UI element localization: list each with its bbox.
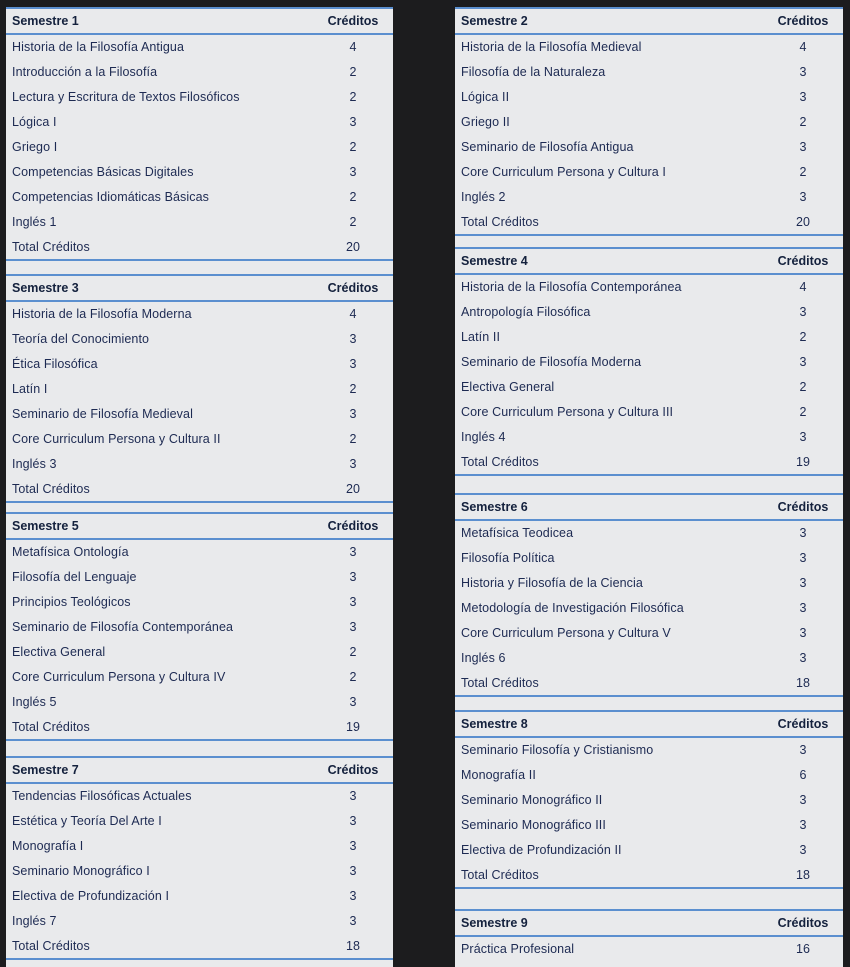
course-name: Inglés 5 bbox=[12, 694, 57, 709]
semester-block bbox=[455, 247, 843, 476]
course-credits: 3 bbox=[349, 814, 357, 829]
course-row bbox=[455, 325, 843, 350]
course-name: Inglés 1 bbox=[12, 214, 57, 229]
course-credits: 2 bbox=[799, 164, 807, 179]
semester-header bbox=[455, 493, 843, 521]
course-row bbox=[455, 571, 843, 596]
course-row bbox=[455, 184, 843, 209]
course-row bbox=[455, 937, 843, 962]
course-row bbox=[455, 375, 843, 400]
course-name: Metafísica Ontología bbox=[12, 545, 129, 560]
course-name: Introducción a la Filosofía bbox=[12, 65, 158, 80]
course-row bbox=[455, 546, 843, 571]
total-credits: 19 bbox=[345, 719, 361, 734]
course-credits: 6 bbox=[799, 768, 807, 783]
semester-block bbox=[455, 909, 843, 962]
credits-header: Créditos bbox=[777, 14, 829, 28]
right-column bbox=[455, 7, 843, 967]
semester-block bbox=[455, 710, 843, 889]
course-name: Filosofía Política bbox=[461, 551, 555, 566]
total-row bbox=[455, 670, 843, 697]
semester-title: Semestre 9 bbox=[461, 916, 528, 930]
course-credits: 3 bbox=[349, 357, 357, 372]
course-row bbox=[455, 621, 843, 646]
course-row bbox=[6, 110, 393, 135]
course-name: Griego II bbox=[461, 115, 510, 130]
semester-block bbox=[455, 493, 843, 697]
semester-header bbox=[455, 909, 843, 937]
course-credits: 2 bbox=[349, 669, 357, 684]
course-credits: 3 bbox=[799, 65, 807, 80]
course-credits: 16 bbox=[795, 942, 811, 957]
course-name: Seminario de Filosofía Medieval bbox=[12, 407, 193, 421]
total-credits: 19 bbox=[795, 454, 811, 469]
course-name: Electiva General bbox=[12, 645, 106, 659]
course-row bbox=[6, 85, 393, 110]
course-credits: 3 bbox=[349, 789, 357, 804]
course-name: Seminario de Filosofía Antigua bbox=[461, 140, 634, 154]
course-row bbox=[455, 399, 843, 424]
course-name: Teoría del Conocimiento bbox=[12, 332, 150, 347]
course-name: Lógica I bbox=[12, 115, 57, 130]
course-row bbox=[455, 85, 843, 110]
course-credits: 3 bbox=[799, 743, 807, 758]
course-name: Inglés 4 bbox=[461, 429, 506, 444]
course-name: Electiva General bbox=[461, 380, 555, 394]
course-name: Filosofía del Lenguaje bbox=[12, 570, 137, 585]
course-credits: 3 bbox=[799, 650, 807, 665]
course-credits: 3 bbox=[799, 355, 807, 370]
course-credits: 3 bbox=[799, 526, 807, 541]
course-credits: 2 bbox=[349, 189, 357, 204]
course-credits: 2 bbox=[349, 65, 357, 80]
total-label: Total Créditos bbox=[461, 867, 539, 882]
course-name: Seminario Monográfico I bbox=[12, 864, 150, 879]
course-credits: 3 bbox=[799, 140, 807, 154]
course-name: Core Curriculum Persona y Cultura IV bbox=[12, 669, 226, 684]
course-name: Seminario Monográfico III bbox=[461, 818, 606, 833]
course-credits: 2 bbox=[799, 404, 807, 419]
total-label: Total Créditos bbox=[461, 675, 539, 690]
course-name: Inglés 6 bbox=[461, 650, 506, 665]
semester-block bbox=[6, 512, 393, 741]
course-credits: 3 bbox=[349, 595, 357, 610]
course-row bbox=[455, 424, 843, 449]
course-row bbox=[455, 275, 843, 300]
credits-header: Créditos bbox=[327, 281, 379, 295]
course-row bbox=[6, 784, 393, 809]
semester-header bbox=[455, 7, 843, 35]
course-name: Filosofía de la Naturaleza bbox=[461, 65, 606, 80]
course-name: Práctica Profesional bbox=[461, 942, 575, 957]
course-name: Core Curriculum Persona y Cultura III bbox=[461, 404, 674, 419]
course-credits: 3 bbox=[349, 620, 357, 635]
course-credits: 2 bbox=[349, 382, 357, 397]
course-credits: 3 bbox=[349, 889, 357, 903]
total-label: Total Créditos bbox=[12, 481, 90, 496]
course-credits: 4 bbox=[349, 307, 357, 322]
course-credits: 3 bbox=[349, 839, 357, 854]
course-row bbox=[455, 350, 843, 375]
total-row bbox=[455, 862, 843, 889]
total-label: Total Créditos bbox=[12, 938, 90, 953]
course-credits: 4 bbox=[799, 40, 807, 55]
course-row bbox=[6, 302, 393, 327]
course-row bbox=[455, 35, 843, 60]
course-row bbox=[455, 813, 843, 838]
semester-header bbox=[6, 274, 393, 302]
course-name: Ética Filosófica bbox=[12, 357, 98, 372]
course-row bbox=[6, 159, 393, 184]
credits-header: Créditos bbox=[327, 763, 379, 777]
course-credits: 3 bbox=[799, 576, 807, 591]
course-credits: 2 bbox=[349, 431, 357, 446]
course-row bbox=[6, 402, 393, 427]
course-row bbox=[6, 590, 393, 615]
course-name: Metafísica Teodicea bbox=[461, 526, 574, 541]
course-row bbox=[455, 300, 843, 325]
semester-block bbox=[455, 7, 843, 236]
course-credits: 3 bbox=[349, 545, 357, 560]
course-name: Principios Teológicos bbox=[12, 595, 131, 610]
course-name: Monografía II bbox=[461, 768, 536, 783]
course-row bbox=[6, 640, 393, 665]
course-credits: 3 bbox=[799, 551, 807, 566]
semester-header bbox=[6, 7, 393, 35]
total-row bbox=[455, 209, 843, 236]
course-name: Estética y Teoría Del Arte I bbox=[12, 814, 162, 829]
semester-title: Semestre 4 bbox=[461, 254, 528, 268]
course-credits: 3 bbox=[349, 332, 357, 347]
semester-title: Semestre 3 bbox=[12, 281, 79, 295]
course-row bbox=[6, 35, 393, 60]
course-name: Core Curriculum Persona y Cultura II bbox=[12, 431, 221, 446]
credits-header: Créditos bbox=[777, 254, 829, 268]
course-name: Inglés 3 bbox=[12, 456, 57, 471]
course-credits: 3 bbox=[799, 843, 807, 857]
total-credits: 20 bbox=[345, 481, 361, 496]
semester-block bbox=[6, 274, 393, 503]
course-credits: 2 bbox=[799, 380, 807, 394]
course-row bbox=[6, 135, 393, 160]
course-row bbox=[455, 788, 843, 813]
semester-block bbox=[6, 7, 393, 261]
course-credits: 3 bbox=[799, 90, 807, 105]
course-credits: 2 bbox=[349, 90, 357, 105]
course-credits: 3 bbox=[799, 429, 807, 444]
course-name: Latín II bbox=[461, 330, 501, 345]
course-name: Seminario de Filosofía Contemporánea bbox=[12, 620, 234, 635]
semester-header bbox=[455, 247, 843, 275]
course-credits: 3 bbox=[799, 818, 807, 833]
semester-title: Semestre 7 bbox=[12, 763, 79, 777]
course-credits: 4 bbox=[799, 280, 807, 295]
course-credits: 4 bbox=[349, 40, 357, 55]
total-credits: 20 bbox=[795, 214, 811, 229]
course-name: Electiva de Profundización I bbox=[12, 889, 170, 903]
total-credits: 18 bbox=[795, 675, 811, 690]
semester-title: Semestre 5 bbox=[12, 519, 79, 533]
course-name: Historia de la Filosofía Moderna bbox=[12, 307, 192, 322]
course-row bbox=[6, 184, 393, 209]
course-name: Historia de la Filosofía Medieval bbox=[461, 40, 642, 55]
course-row bbox=[6, 426, 393, 451]
course-row bbox=[6, 209, 393, 234]
credits-header: Créditos bbox=[327, 519, 379, 533]
course-name: Seminario Filosofía y Cristianismo bbox=[461, 743, 654, 758]
course-row bbox=[6, 565, 393, 590]
course-credits: 2 bbox=[799, 330, 807, 345]
course-name: Lógica II bbox=[461, 90, 510, 105]
course-name: Seminario Monográfico II bbox=[461, 793, 603, 808]
course-credits: 3 bbox=[349, 913, 357, 928]
credits-header: Créditos bbox=[777, 916, 829, 930]
total-row bbox=[6, 714, 393, 741]
course-row bbox=[455, 596, 843, 621]
course-name: Latín I bbox=[12, 382, 48, 397]
course-credits: 3 bbox=[349, 456, 357, 471]
total-row bbox=[6, 476, 393, 503]
course-name: Competencias Básicas Digitales bbox=[12, 164, 194, 179]
course-row bbox=[6, 884, 393, 909]
semester-title: Semestre 2 bbox=[461, 14, 528, 28]
course-credits: 3 bbox=[799, 305, 807, 320]
course-credits: 3 bbox=[799, 189, 807, 204]
course-credits: 3 bbox=[799, 626, 807, 640]
course-row bbox=[455, 738, 843, 763]
total-row bbox=[6, 933, 393, 960]
course-name: Tendencias Filosóficas Actuales bbox=[12, 789, 192, 804]
course-credits: 3 bbox=[349, 407, 357, 421]
course-row bbox=[6, 540, 393, 565]
course-row bbox=[6, 377, 393, 402]
course-row bbox=[6, 908, 393, 933]
semester-block bbox=[6, 756, 393, 960]
course-name: Historia y Filosofía de la Ciencia bbox=[461, 576, 643, 591]
credits-header: Créditos bbox=[777, 717, 829, 731]
total-credits: 18 bbox=[795, 867, 811, 882]
course-credits: 2 bbox=[349, 214, 357, 229]
semester-title: Semestre 6 bbox=[461, 500, 528, 514]
course-row bbox=[6, 689, 393, 714]
course-row bbox=[455, 60, 843, 85]
course-name: Electiva de Profundización II bbox=[461, 843, 622, 857]
total-credits: 18 bbox=[345, 938, 361, 953]
course-name: Monografía I bbox=[12, 839, 84, 854]
course-row bbox=[6, 451, 393, 476]
course-credits: 3 bbox=[349, 115, 357, 130]
credits-header: Créditos bbox=[777, 500, 829, 514]
course-credits: 2 bbox=[349, 140, 357, 154]
left-column bbox=[6, 7, 393, 967]
total-row bbox=[6, 234, 393, 261]
course-row bbox=[6, 834, 393, 859]
course-name: Metodología de Investigación Filosófica bbox=[461, 601, 684, 616]
total-row bbox=[455, 449, 843, 476]
course-credits: 3 bbox=[349, 164, 357, 179]
course-row bbox=[6, 859, 393, 884]
total-label: Total Créditos bbox=[461, 214, 539, 229]
course-row bbox=[6, 352, 393, 377]
course-row bbox=[455, 521, 843, 546]
course-credits: 3 bbox=[799, 793, 807, 808]
course-row bbox=[6, 615, 393, 640]
course-credits: 2 bbox=[799, 115, 807, 130]
semester-title: Semestre 8 bbox=[461, 717, 528, 731]
semester-header bbox=[6, 512, 393, 540]
course-row bbox=[6, 327, 393, 352]
course-row bbox=[6, 809, 393, 834]
course-name: Griego I bbox=[12, 140, 58, 154]
course-row bbox=[6, 60, 393, 85]
total-label: Total Créditos bbox=[461, 454, 539, 469]
semester-title: Semestre 1 bbox=[12, 14, 79, 28]
course-row bbox=[455, 838, 843, 863]
course-name: Competencias Idiomáticas Básicas bbox=[12, 189, 210, 204]
total-credits: 20 bbox=[345, 239, 361, 254]
course-name: Core Curriculum Persona y Cultura V bbox=[461, 626, 671, 640]
course-row bbox=[455, 135, 843, 160]
course-row bbox=[455, 645, 843, 670]
course-row bbox=[455, 763, 843, 788]
course-credits: 3 bbox=[799, 601, 807, 616]
course-name: Inglés 7 bbox=[12, 913, 57, 928]
credits-header: Créditos bbox=[327, 14, 379, 28]
course-name: Historia de la Filosofía Antigua bbox=[12, 40, 185, 55]
course-name: Lectura y Escritura de Textos Filosóficos bbox=[12, 90, 240, 105]
course-name: Inglés 2 bbox=[461, 189, 506, 204]
course-row bbox=[455, 159, 843, 184]
course-credits: 3 bbox=[349, 864, 357, 879]
course-name: Core Curriculum Persona y Cultura I bbox=[461, 164, 666, 179]
course-credits: 3 bbox=[349, 570, 357, 585]
semester-header bbox=[455, 710, 843, 738]
total-label: Total Créditos bbox=[12, 719, 90, 734]
course-credits: 2 bbox=[349, 645, 357, 659]
course-name: Historia de la Filosofía Contemporánea bbox=[461, 280, 682, 295]
semester-header bbox=[6, 756, 393, 784]
course-name: Seminario de Filosofía Moderna bbox=[461, 355, 642, 370]
course-row bbox=[455, 110, 843, 135]
course-credits: 3 bbox=[349, 694, 357, 709]
total-label: Total Créditos bbox=[12, 239, 90, 254]
course-row bbox=[6, 664, 393, 689]
course-name: Antropología Filosófica bbox=[461, 305, 591, 320]
